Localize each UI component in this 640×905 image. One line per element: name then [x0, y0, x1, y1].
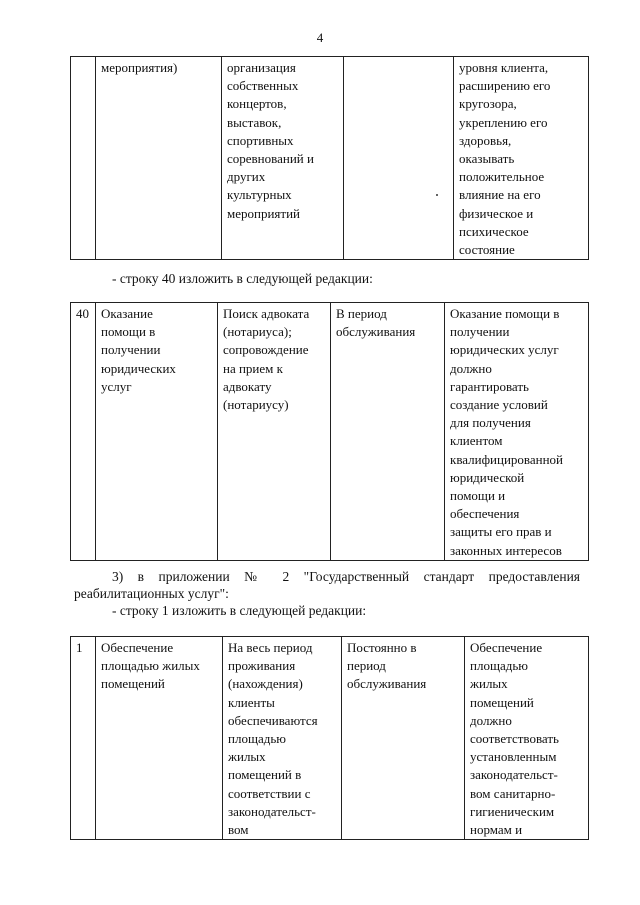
cell-text-line: мероприятия)	[101, 60, 178, 75]
cell-text-line: На весь период	[228, 640, 313, 655]
cell-text-line: жилых	[228, 749, 266, 765]
cell-text-line: оказывать	[459, 151, 515, 167]
cell-text-line: вом	[228, 822, 249, 838]
cell-text-line: услуг	[101, 378, 132, 394]
cell-text-line: юридической	[450, 469, 525, 485]
table-row	[71, 57, 589, 260]
cell-text-line: клиентом	[450, 433, 503, 449]
service-name-cell	[96, 637, 223, 840]
cell-text-line: влияние на его	[459, 187, 541, 203]
instruction-row-40: - строку 40 изложить в следующей редакции:	[112, 271, 373, 286]
cell-text-line: законных интересов	[450, 542, 562, 558]
service-name-cell	[96, 57, 222, 260]
cell-text-line: нормам и	[470, 822, 523, 838]
cell-text-line: клиенты	[228, 694, 275, 710]
cell-text-line: (нотариусу)	[223, 397, 289, 413]
cell-text-line: соответствии с	[228, 785, 311, 801]
cell-text-line: на прием к	[223, 360, 283, 376]
scan-speck	[436, 194, 438, 196]
cell-text-line: Обеспечение	[470, 640, 543, 655]
cell-text-line: помощи и	[450, 488, 506, 504]
cell-text-line: помощи в	[101, 324, 156, 340]
cell-text-line: соревнований и	[227, 151, 314, 167]
cell-text-line: организация	[227, 60, 296, 75]
table-row-1	[70, 636, 589, 840]
cell-text-line: обслуживания	[336, 324, 416, 340]
amendment-paragraph-line-1: 3) в приложении № 2 "Государственный стандарт предоставления	[112, 569, 580, 584]
service-quality-cell	[454, 57, 589, 260]
cell-text-line: спортивных	[227, 132, 294, 148]
service-content-cell	[223, 637, 342, 840]
cell-text-line: обеспечиваются	[228, 712, 318, 728]
cell-text-line: площадью жилых	[101, 658, 200, 674]
cell-text-line: культурных	[227, 187, 292, 203]
service-content-cell	[218, 303, 331, 561]
row-number-cell	[71, 57, 96, 260]
cell-text-line: период	[347, 658, 386, 674]
cell-text-line: помещений	[101, 676, 165, 692]
cell-text-line: гарантировать	[450, 378, 529, 394]
cell-text-line: Оказание	[101, 306, 153, 321]
cell-text-line: обеспечения	[450, 506, 520, 522]
cell-text-line: получении	[101, 342, 161, 358]
cell-text-line: создание условий	[450, 397, 548, 413]
cell-text-line: психическое	[459, 223, 529, 239]
cell-text-line: Оказание помощи в	[450, 306, 560, 321]
service-content-cell	[222, 57, 344, 260]
cell-text-line: должно	[470, 712, 512, 728]
cell-text-line: (нотариуса);	[223, 324, 292, 340]
cell-text-line: получении	[450, 324, 510, 340]
cell-text-line: расширению его	[459, 78, 551, 94]
cell-text-line: проживания	[228, 658, 296, 674]
cell-text-line: укреплению его	[459, 114, 548, 130]
cell-text-line: юридических услуг	[450, 342, 559, 358]
table-row	[71, 637, 589, 840]
table-continuation	[70, 56, 589, 260]
cell-text-line: вом санитарно-	[470, 785, 556, 801]
cell-text-line: мероприятий	[227, 205, 300, 221]
cell-text-line: площадью	[470, 658, 528, 674]
cell-text-line: законодательст-	[228, 803, 316, 819]
cell-text-line: собственных	[227, 78, 299, 94]
cell-text-line: помещений в	[228, 767, 302, 783]
cell-text-line: сопровождение	[223, 342, 309, 358]
cell-text-line: других	[227, 169, 266, 185]
cell-text-line: выставок,	[227, 114, 282, 130]
cell-text-line: состояние	[459, 242, 515, 258]
cell-text-line: здоровья,	[459, 132, 512, 148]
cell-text-line: (нахождения)	[228, 676, 303, 692]
cell-text-line: Поиск адвоката	[223, 306, 310, 321]
amendment-paragraph-line-2: реабилитационных услуг":	[74, 586, 229, 601]
page-number: 4	[316, 30, 324, 45]
cell-text-line: жилых	[470, 676, 508, 692]
cell-text-line: обслуживания	[347, 676, 427, 692]
row-number-cell: 40	[71, 303, 96, 561]
cell-text-line: концертов,	[227, 96, 287, 112]
cell-text-line: для получения	[450, 415, 531, 431]
cell-text-line: физическое и	[459, 205, 534, 221]
cell-text-line: должно	[450, 360, 492, 376]
table-row	[71, 303, 589, 561]
cell-text-line: юридических	[101, 360, 176, 376]
cell-text-line: помещений	[470, 694, 534, 710]
service-period-cell	[344, 57, 454, 260]
cell-text-line: квалифицированной	[450, 451, 564, 467]
cell-text-line: В период	[336, 306, 387, 321]
cell-text-line: положительное	[459, 169, 545, 185]
cell-text-line: законодательст-	[470, 767, 558, 783]
cell-text-line: кругозора,	[459, 96, 517, 112]
instruction-row-1: - строку 1 изложить в следующей редакции:	[112, 603, 367, 618]
cell-text-line: площадью	[228, 731, 286, 747]
cell-text-line: Обеспечение	[101, 640, 174, 655]
cell-text-line: уровня клиента,	[459, 60, 549, 75]
service-period-cell	[342, 637, 465, 840]
service-name-cell	[96, 303, 218, 561]
cell-text-line: гигиеническим	[470, 803, 555, 819]
cell-text-line: Постоянно в	[347, 640, 417, 655]
cell-text-line: установленным	[470, 749, 557, 765]
cell-text-line: защиты его прав и	[450, 524, 552, 540]
cell-text-line: адвокату	[223, 378, 272, 394]
service-period-cell	[331, 303, 445, 561]
table-row-40	[70, 302, 589, 561]
row-number-cell: 1	[71, 637, 96, 840]
service-quality-cell	[445, 303, 589, 561]
cell-text-line: соответствовать	[470, 731, 559, 747]
service-quality-cell	[465, 637, 589, 840]
